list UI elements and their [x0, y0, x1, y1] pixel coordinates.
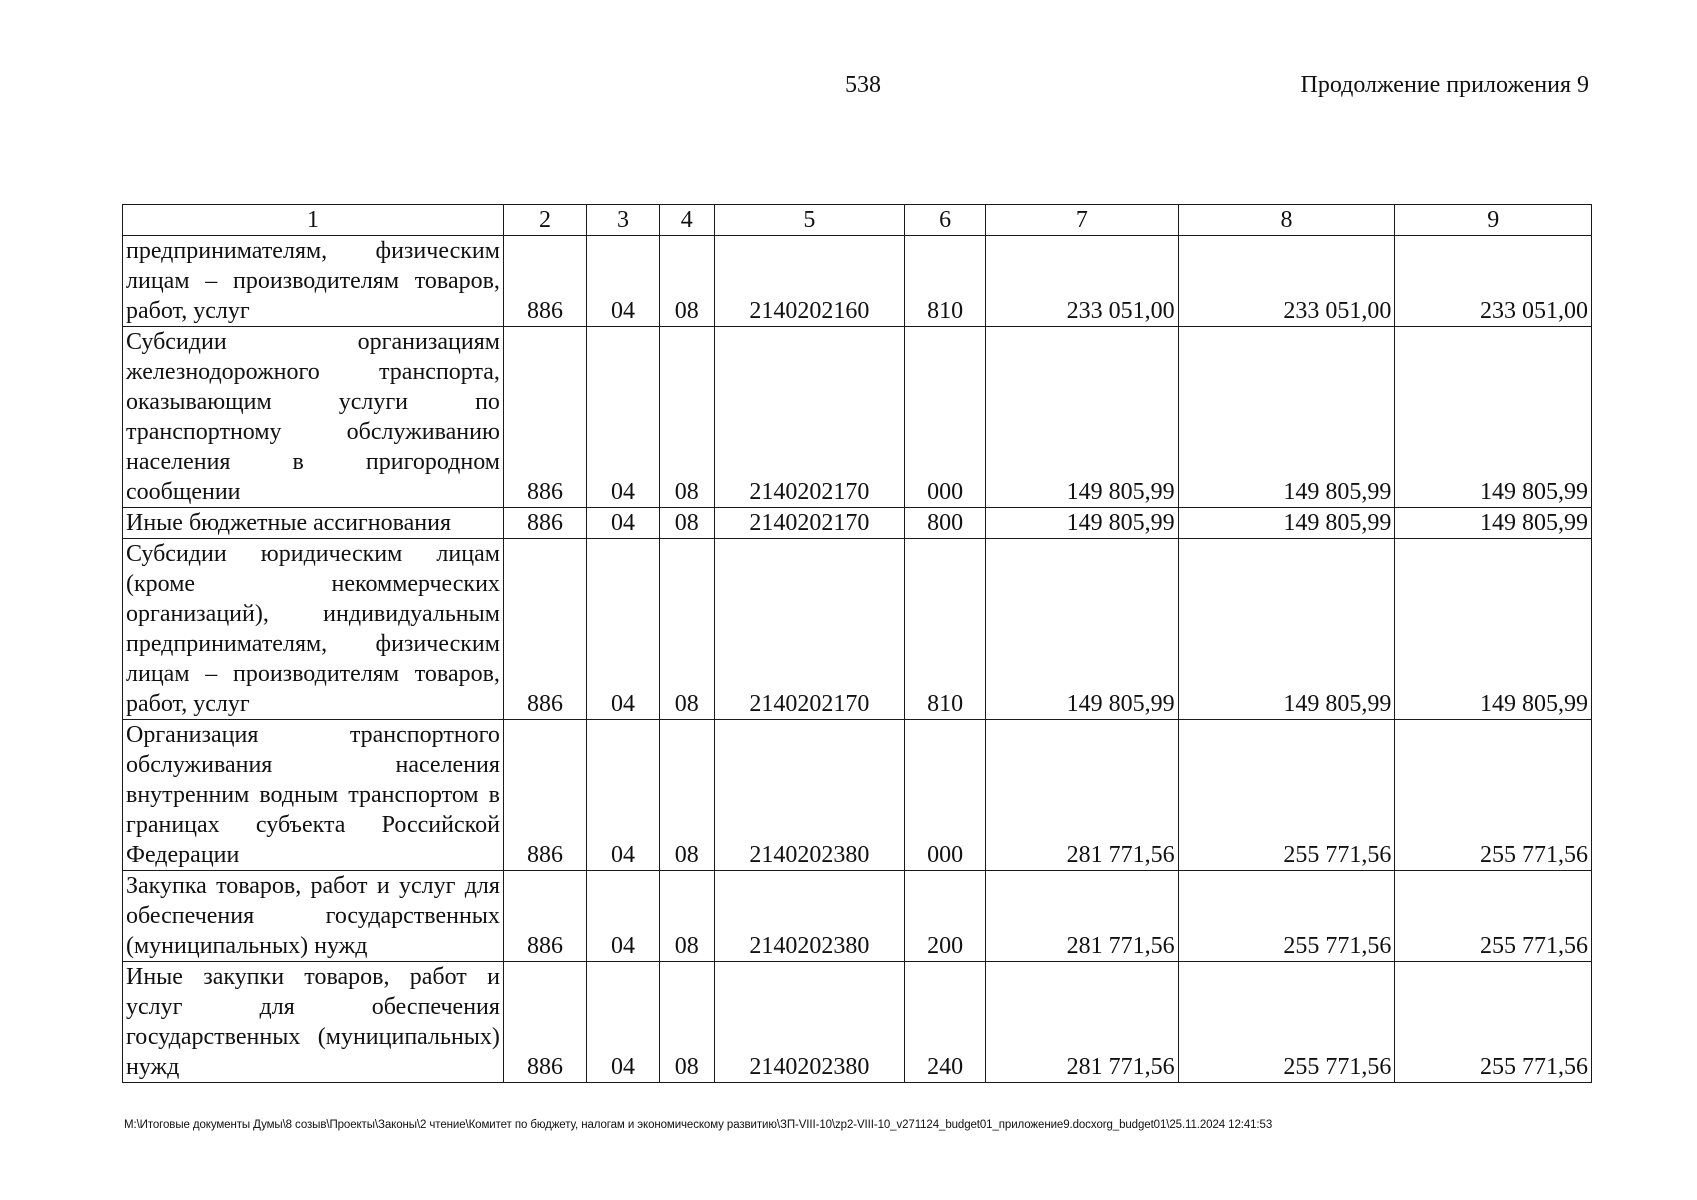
- table-row: [123, 508, 1592, 539]
- amount-col8: 255 771,56: [1178, 720, 1395, 871]
- row-name: предпринимателям, физическим лицам – производителям товаров, работ, услуг: [123, 236, 504, 327]
- subsection-code: 08: [659, 539, 714, 720]
- expense-type-code: 810: [905, 539, 986, 720]
- row-name: Организация транспортного обслуживания населения внутренним водным транспортом в границах субъекта Российской Федерации: [123, 720, 504, 871]
- subsection-code: 08: [659, 508, 714, 539]
- column-header-5: 5: [714, 205, 904, 236]
- column-header-9: 9: [1395, 205, 1592, 236]
- amount-col7: 149 805,99: [986, 539, 1178, 720]
- table-header: [123, 205, 1592, 236]
- column-header-6: 6: [905, 205, 986, 236]
- table-row: [123, 720, 1592, 871]
- target-article-code: 2140202380: [714, 871, 904, 962]
- ministry-code: 886: [503, 539, 586, 720]
- amount-col8: 149 805,99: [1178, 327, 1395, 508]
- table-row: [123, 236, 1592, 327]
- amount-col7: 281 771,56: [986, 871, 1178, 962]
- amount-col9: 233 051,00: [1395, 236, 1592, 327]
- amount-col9: 149 805,99: [1395, 508, 1592, 539]
- target-article-code: 2140202380: [714, 962, 904, 1083]
- expense-type-code: 000: [905, 327, 986, 508]
- amount-col8: 149 805,99: [1178, 508, 1395, 539]
- column-header-4: 4: [659, 205, 714, 236]
- amount-col7: 281 771,56: [986, 720, 1178, 871]
- row-name: Субсидии организациям железнодорожного транспорта, оказывающим услуги по транспортному обслуживанию населения в пригородном сообщении: [123, 327, 504, 508]
- target-article-code: 2140202160: [714, 236, 904, 327]
- ministry-code: 886: [503, 720, 586, 871]
- budget-table: [122, 204, 1592, 1083]
- section-code: 04: [586, 508, 659, 539]
- subsection-code: 08: [659, 327, 714, 508]
- subsection-code: 08: [659, 962, 714, 1083]
- amount-col9: 255 771,56: [1395, 720, 1592, 871]
- table-row: [123, 539, 1592, 720]
- amount-col7: 149 805,99: [986, 327, 1178, 508]
- table-row: [123, 962, 1592, 1083]
- ministry-code: 886: [503, 871, 586, 962]
- column-header-7: 7: [986, 205, 1178, 236]
- column-header-3: 3: [586, 205, 659, 236]
- table-body: [123, 236, 1592, 1083]
- subsection-code: 08: [659, 871, 714, 962]
- table-row: [123, 327, 1592, 508]
- expense-type-code: 240: [905, 962, 986, 1083]
- expense-type-code: 800: [905, 508, 986, 539]
- amount-col8: 233 051,00: [1178, 236, 1395, 327]
- amount-col8: 149 805,99: [1178, 539, 1395, 720]
- section-code: 04: [586, 962, 659, 1083]
- target-article-code: 2140202170: [714, 327, 904, 508]
- subsection-code: 08: [659, 236, 714, 327]
- section-code: 04: [586, 871, 659, 962]
- amount-col9: 149 805,99: [1395, 539, 1592, 720]
- amount-col9: 255 771,56: [1395, 962, 1592, 1083]
- section-code: 04: [586, 720, 659, 871]
- ministry-code: 886: [503, 508, 586, 539]
- ministry-code: 886: [503, 327, 586, 508]
- expense-type-code: 000: [905, 720, 986, 871]
- amount-col7: 281 771,56: [986, 962, 1178, 1083]
- expense-type-code: 810: [905, 236, 986, 327]
- expense-type-code: 200: [905, 871, 986, 962]
- document-path-footer: M:\Итоговые документы Думы\8 созыв\Проекты\Законы\2 чтение\Комитет по бюджету, налогам и экономическому развитию\ЗП-VIII-10\zp2-VIII-10_v271124_budget01_приложение9.docxorg_budget01\25.11.2024 12:41:53: [124, 1119, 1273, 1131]
- amount-col7: 233 051,00: [986, 236, 1178, 327]
- ministry-code: 886: [503, 236, 586, 327]
- continuation-label: Продолжение приложения 9: [1300, 72, 1589, 98]
- target-article-code: 2140202170: [714, 539, 904, 720]
- amount-col7: 149 805,99: [986, 508, 1178, 539]
- column-header-8: 8: [1178, 205, 1395, 236]
- row-name: Субсидии юридическим лицам (кроме некоммерческих организаций), индивидуальным предпринимателям, физическим лицам – производителям товаров, работ, услуг: [123, 539, 504, 720]
- table-row: [123, 871, 1592, 962]
- ministry-code: 886: [503, 962, 586, 1083]
- subsection-code: 08: [659, 720, 714, 871]
- row-name: Иные бюджетные ассигнования: [123, 508, 504, 539]
- target-article-code: 2140202380: [714, 720, 904, 871]
- column-header-2: 2: [503, 205, 586, 236]
- section-code: 04: [586, 539, 659, 720]
- row-name: Иные закупки товаров, работ и услуг для обеспечения государственных (муниципальных) нужд: [123, 962, 504, 1083]
- section-code: 04: [586, 236, 659, 327]
- amount-col9: 255 771,56: [1395, 871, 1592, 962]
- section-code: 04: [586, 327, 659, 508]
- amount-col9: 149 805,99: [1395, 327, 1592, 508]
- row-name: Закупка товаров, работ и услуг для обеспечения государственных (муниципальных) нужд: [123, 871, 504, 962]
- table-header-row: [123, 205, 1592, 236]
- amount-col8: 255 771,56: [1178, 871, 1395, 962]
- target-article-code: 2140202170: [714, 508, 904, 539]
- page-number: 538: [845, 72, 881, 98]
- amount-col8: 255 771,56: [1178, 962, 1395, 1083]
- column-header-1: 1: [123, 205, 504, 236]
